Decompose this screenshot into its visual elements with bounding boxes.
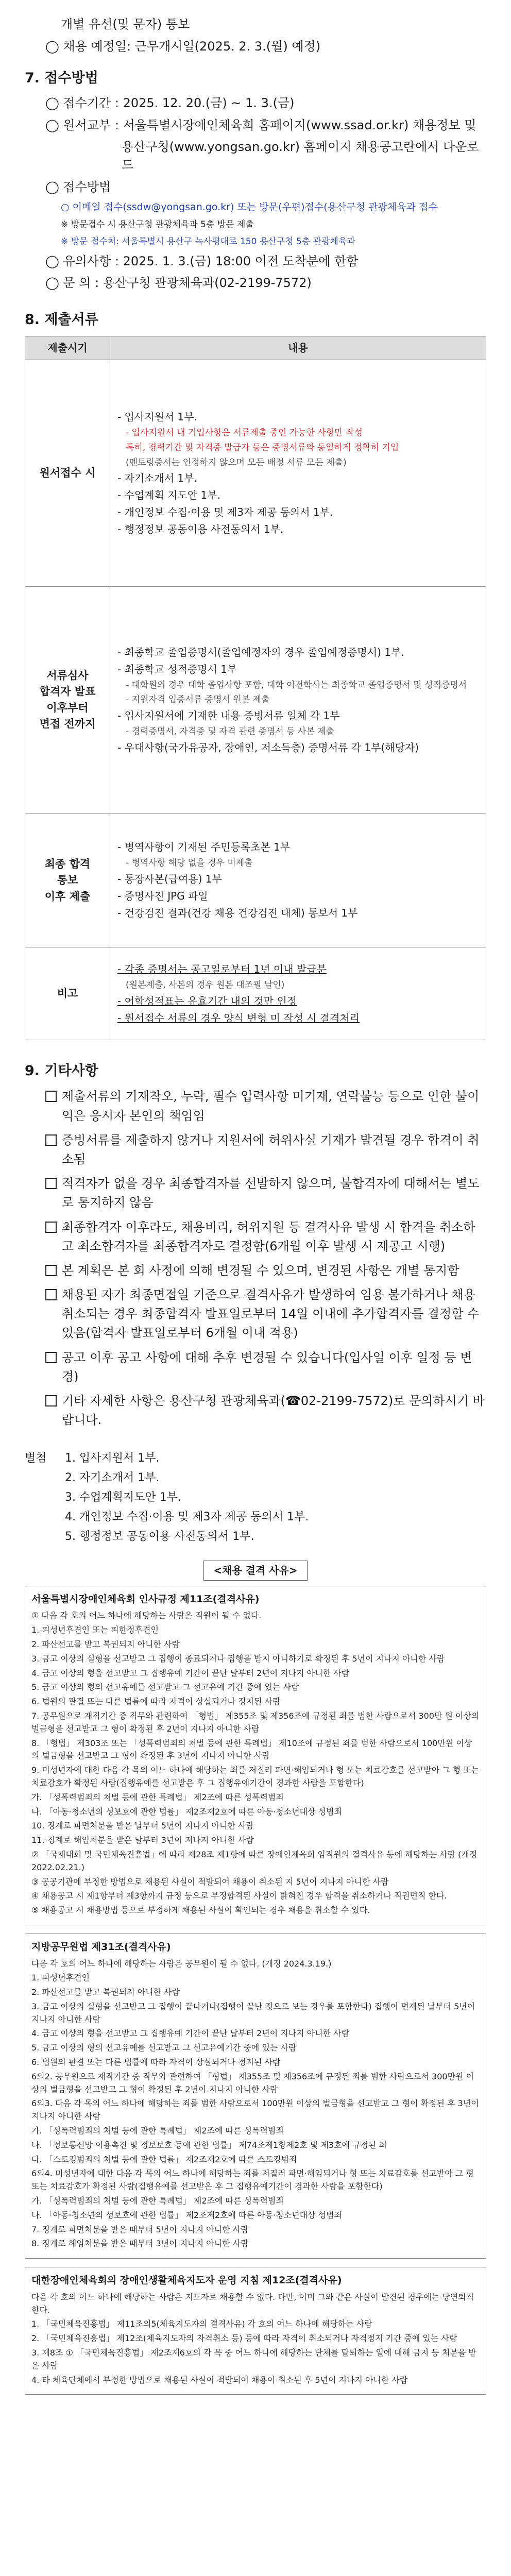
list-item: 다음 각 호의 어느 하나에 해당하는 사람은 지도자로 채용할 수 없다. 다만, 이미 그와 같은 사실이 발견된 경우에는 당연퇴직한다. — [31, 2292, 474, 2315]
form-line: ◯ 원서교부 : 서울특별시장애인체육회 홈페이지(www.ssad.or.kr) 채용정보 및 — [45, 117, 476, 132]
row-content — [110, 814, 486, 947]
list-item: 6의2. 공무원으로 재직기간 중 직무와 관련하여 「형법」 제355조 및 제356조에 규정된 죄를 범한 사람으로서 300만원 이상의 벌금형을 선고받고 그 형이 확정된 후 2년이 지나지 아니한 사람 — [31, 2071, 474, 2094]
list-item: - 어학성적표는 유효기간 내의 것만 인정 — [117, 994, 297, 1007]
list-item: 4. 개인정보 수집·이용 및 제3자 제공 동의서 1부. — [65, 1511, 309, 1524]
checkbox-icon — [45, 1352, 57, 1363]
list-item: 2. 「국민체육진흥법」 제12조(체육지도자의 자격취소 등) 등에 따라 자격이 취소되거나 자격정지 기간 중에 있는 사람 — [31, 2333, 457, 2344]
list-item: 채용된 자가 최종면접일 기준으로 결격사유가 발생하여 임용 불가하거나 채용취소되는 경우 최종합격자 발표일로부터 14일 이내에 추가합격자를 결정할 수 있음(합격자 발표일로부터 6개월 이내 적용) — [45, 1285, 486, 1343]
reference-title-wrap — [25, 1561, 486, 1581]
period-line: ◯ 접수기간 : 2025. 12. 20.(금) ~ 1. 3.(금) — [45, 95, 295, 110]
list-item: - 입사지원서 1부. — [117, 411, 197, 423]
deadline-line: ◯ 유의사항 : 2025. 1. 3.(금) 18:00 이전 도착분에 한함 — [45, 253, 359, 268]
list-item: 6의3. 다음 각 목의 어느 하나에 해당하는 죄를 범한 사람으로서 100만원 이상의 벌금형을 선고받고 그 형이 확정된 후 3년이 지나지 아니한 사람 — [31, 2098, 479, 2122]
list-item: - 개인정보 수집·이용 및 제3자 제공 동의서 1부. — [117, 506, 333, 519]
list-item: 나. 「아동·청소년의 성보호에 관한 법률」 제2조제2호에 따른 아동·청소년대상 성범죄 — [31, 2210, 342, 2220]
list-item: - 대학원의 경우 대학 졸업사항 포함, 대학 이전학사는 최종학교 졸업증명서 및 성적증명서 — [126, 680, 467, 690]
regulation-items — [31, 1958, 480, 2251]
regulation-box — [25, 2267, 486, 2395]
regulation-heading: 지방공무원법 제31조(결격사유) — [31, 1941, 171, 1953]
list-item: - 우대사항(국가유공자, 장애인, 저소득층) 증명서류 각 1부(해당자) — [117, 741, 419, 754]
list-item: 3. 금고 이상의 실형을 선고받고 그 집행이 종료되거나 집행을 받지 아니하기로 확정된 후 5년이 지나지 아니한 사람 — [31, 1653, 445, 1664]
list-item: 나. 「정보통신망 이용촉진 및 정보보호 등에 관한 법률」 제74조제1항제2호 및 제3호에 규정된 죄 — [31, 2140, 387, 2150]
list-item: 2. 자기소개서 1부. — [65, 1471, 160, 1485]
list-item: - 자기소개서 1부. — [117, 472, 197, 485]
table-row — [25, 814, 486, 947]
list-item: 최종합격자 이후라도, 채용비리, 허위지원 등 결격사유 발생 시 합격을 취소하고 최소합격자를 최종합격자로 결정함(6개월 이후 발생 시 재공고 시행) — [45, 1218, 486, 1256]
row-key: 원서접수 시 — [25, 360, 110, 587]
list-item: (원본제출, 사본의 경우 원본 대조필 날인) — [126, 979, 285, 990]
list-item: 다음 각 호의 어느 하나에 해당하는 사람은 공무원이 될 수 없다. (개정 2024.3.19.) — [31, 1958, 332, 1969]
contact-line: ◯ 문 의 : 용산구청 관광체육과(02-2199-7572) — [45, 276, 312, 291]
list-item: 증빙서류를 제출하지 않거나 지원서에 허위사실 기재가 발견될 경우 합격이 취소됨 — [45, 1131, 486, 1169]
checkbox-icon — [45, 1289, 57, 1300]
list-item: - 수업계획 지도안 1부. — [117, 489, 220, 502]
list-item: 3. 금고 이상의 실형을 선고받고 그 집행이 끝나거나(집행이 끝난 것으로 보는 경우를 포함한다) 집행이 면제된 날부터 5년이 지나지 아니한 사람 — [31, 2001, 475, 2024]
list-item: 4. 타 체육단체에서 부정한 방법으로 채용된 사실이 적발되어 채용이 취소된 후 5년이 지나지 아니한 사람 — [31, 2375, 408, 2385]
checkbox-icon — [45, 1395, 57, 1406]
checkbox-icon — [45, 1265, 57, 1276]
regulation-heading: 서울특별시장애인체육회 인사규정 제11조(결격사유) — [31, 1593, 260, 1605]
row-content — [110, 360, 486, 587]
visit-note: ※ 방문접수 시 용산구청 관광체육과 5층 방문 제출 — [61, 219, 254, 230]
start-date-line: ◯ 채용 예정일: 근무개시일(2025. 2. 3.(월) 예정) — [45, 39, 321, 54]
list-item: 7. 징계로 파면처분을 받은 때부터 5년이 지나지 아니한 사람 — [31, 2224, 249, 2234]
list-item: 가. 「성폭력범죄의 처벌 등에 관한 특례법」 제2조에 따른 성폭력범죄 — [31, 2126, 284, 2136]
regulation-items — [31, 1609, 480, 1917]
col-content: 내용 — [110, 336, 486, 360]
form-line-cont: 용산구청(www.yongsan.go.kr) 홈페이지 채용공고란에서 다운로드 — [122, 140, 479, 173]
method-line: ◯ 접수방법 — [45, 179, 111, 194]
attachments-label: 별첨 — [25, 1452, 47, 1465]
list-item: - 통장사본(급여용) 1부 — [117, 873, 222, 886]
list-item: 3. 수업계획지도안 1부. — [65, 1491, 181, 1504]
list-item: 나. 「아동·청소년의 성보호에 관한 법률」 제2조제2호에 따른 아동·청소년대상 성범죄 — [31, 1806, 342, 1817]
list-item: 1. 피성년후견인 — [31, 1973, 90, 1983]
other-notes — [25, 1087, 486, 1430]
regulation-items — [31, 2291, 480, 2387]
col-timing: 제출시기 — [25, 336, 110, 360]
list-item: 2. 파산선고를 받고 복권되지 아니한 사람 — [31, 1639, 180, 1650]
list-item: 6. 법원의 판결 또는 다른 법률에 따라 자격이 상실되거나 정지된 사람 — [31, 1697, 281, 1707]
list-item: - 입사지원서에 기재한 내용 증빙서류 일체 각 1부 — [117, 709, 340, 722]
list-item: - 증명사진 JPG 파일 — [117, 890, 208, 903]
reference-title: <채용 결격 사유> — [203, 1561, 307, 1581]
email-line: ○ 이메일 접수(ssdw@yongsan.go.kr) 또는 방문(우편)접수(용산구청 관광체육과 접수 — [61, 201, 438, 213]
list-item: 1. 「국민체육진흥법」 제11조의5(체육지도자의 결격사유) 각 호의 어느 하나에 해당하는 사람 — [31, 2319, 372, 2329]
list-item: 11. 징계로 해임처분을 받은 날부터 3년이 지나지 아니한 사람 — [31, 1835, 254, 1845]
list-item: - 지원자격 입증서류 증명서 원본 제출 — [126, 694, 270, 705]
list-item: 8. 「형법」 제303조 또는 「성폭력범죄의 처벌 등에 관한 특례법」 제10조에 규정된 죄를 범한 사람으로서 100만원 이상의 벌금형을 선고받고 그 형이 확정된 후 3년이 지나지 아니한 사람 — [31, 1738, 472, 1761]
list-item: - 병역사항 해당 없을 경우 미제출 — [126, 858, 253, 869]
checkbox-icon — [45, 1091, 57, 1102]
section-8-heading: 8. 제출서류 — [25, 312, 98, 328]
list-item: - 최종학교 졸업증명서(졸업예정자의 경우 졸업예정증명서) 1부. — [117, 646, 404, 658]
regulation-box — [25, 1586, 486, 1925]
list-item: 5. 행정정보 공동이용 사전동의서 1부. — [65, 1530, 254, 1543]
list-item: - 입사지원서 내 기입사항은 서류제출 중인 가능한 사항만 작성 — [126, 428, 363, 438]
checkbox-icon — [45, 1178, 57, 1189]
row-key: 서류심사 합격자 발표 이후부터 면접 전까지 — [25, 587, 110, 814]
list-item: ③ 공공기관에 부정한 방법으로 채용된 사실이 적발되어 채용이 취소된 지 5년이 지나지 아니한 사람 — [31, 1876, 389, 1887]
list-item: - 원서접수 서류의 경우 양식 변형 미 작성 시 결격처리 — [117, 1011, 360, 1024]
table-row — [25, 587, 486, 814]
list-item: 기타 자세한 사항은 용산구청 관광체육과(☎02-2199-7572)로 문의하시기 바랍니다. — [45, 1392, 486, 1430]
list-item: - 병역사항이 기재된 주민등록초본 1부 — [117, 841, 291, 854]
list-item: 제출서류의 기재착오, 누락, 필수 입력사항 미기재, 연락불능 등으로 인한 불이익은 응시자 본인의 책임임 — [45, 1087, 486, 1125]
section-7-heading: 7. 접수방법 — [25, 70, 98, 86]
list-item: - 경력증명서, 자격증 및 자격 관련 증명서 등 사본 제출 — [126, 726, 335, 737]
list-item: 5. 금고 이상의 형의 선고유예를 선고받고 그 선고유예기간 중에 있는 사람 — [31, 2043, 297, 2053]
list-item: 공고 이후 공고 사항에 대해 추후 변경될 수 있습니다(입사일 이후 일정 등 변경) — [45, 1348, 486, 1386]
list-item: 특히, 경력기간 및 자격증 발급자 등은 증명서류와 동일하게 정확히 기입 — [126, 442, 399, 453]
notice-line: 개별 유선(및 문자) 통보 — [61, 17, 190, 31]
list-item: 6. 법원의 판결 또는 다른 법률에 따라 자격이 상실되거나 정지된 사람 — [31, 2057, 281, 2067]
list-item: (멘토링증서는 인정하지 않으며 모든 배정 서류 모든 제출) — [126, 457, 347, 468]
list-item: 적격자가 없을 경우 최종합격자를 선발하지 않으며, 불합격자에 대해서는 별도로 통지하지 않음 — [45, 1174, 486, 1212]
row-content — [110, 587, 486, 814]
list-item: 가. 「성폭력범죄의 처벌 등에 관한 특례법」 제2조에 따른 성폭력범죄 — [31, 2196, 284, 2206]
list-item: ④ 채용공고 시 제1항부터 제3항까지 규정 등으로 부정합격된 사실이 밝혀진 경우 합격을 취소하거나 직권면직 한다. — [31, 1891, 447, 1901]
list-item: ⑤ 채용공고 시 채용방법 등으로 부정하게 채용된 사실이 확인되는 경우 채용을 취소할 수 있다. — [31, 1905, 370, 1916]
row-content — [110, 947, 486, 1040]
attachments — [25, 1450, 486, 1545]
list-item: 1. 입사지원서 1부. — [65, 1452, 160, 1465]
row-key: 비고 — [25, 947, 110, 1040]
list-item: 4. 금고 이상의 형을 선고받고 그 집행유예 기간이 끝난 날부터 2년이 지나지 아니한 사람 — [31, 1668, 350, 1678]
list-item: - 행정정보 공동이용 사전동의서 1부. — [117, 523, 284, 536]
submission-table — [25, 336, 486, 1040]
list-item: 4. 금고 이상의 형을 선고받고 그 집행유예 기간이 끝난 날부터 2년이 지나지 아니한 사람 — [31, 2028, 350, 2039]
list-item: 본 계획은 본 회 사정에 의해 변경될 수 있으며, 변경된 사항은 개별 통지함 — [45, 1261, 486, 1280]
list-item: 6의4. 미성년자에 대한 다음 각 목의 어느 하나에 해당하는 죄를 저질러 파면·해임되거나 형 또는 치료감호를 선고받아 그 형 또는 치료감호가 확정된 사람(집행유예를 선고받은 후 그 집행유예기간이 경과한 사람을 포함한다) — [31, 2168, 474, 2192]
section-9-heading: 9. 기타사항 — [25, 1063, 98, 1079]
checkbox-icon — [45, 1222, 57, 1233]
row-key: 최종 합격 통보 이후 제출 — [25, 814, 110, 947]
list-item: 9. 미성년자에 대한 다음 각 목의 어느 하나에 해당하는 죄를 저질러 파면·해임되거나 형 또는 치료감호를 선고받아 그 형 또는 치료감호가 확정된 사람(집행유예를 선고받은 후 그 집행유예기간이 경과한 사람을 포함한다) — [31, 1765, 480, 1788]
list-item: 10. 징계로 파면처분을 받은 날부터 5년이 지나지 아니한 사람 — [31, 1821, 254, 1831]
list-item: - 최종학교 성적증명서 1부 — [117, 663, 237, 675]
list-item: 가. 「성폭력범죄의 처벌 등에 관한 특례법」 제2조에 따른 성폭력범죄 — [31, 1792, 284, 1802]
list-item: 8. 징계로 해임처분을 받은 때부터 3년이 지나지 아니한 사람 — [31, 2239, 249, 2249]
visit-address: ※ 방문 접수처: 서울특별시 용산구 녹사평대로 150 용산구청 5층 관광체육과 — [61, 236, 355, 247]
list-item: - 건강검진 결과(건강 채용 건강검진 대체) 통보서 1부 — [117, 907, 358, 920]
table-row — [25, 947, 486, 1040]
list-item: 다. 「스토킹범죄의 처벌 등에 관한 법률」 제2조제2호에 따른 스토킹범죄 — [31, 2154, 297, 2164]
list-item: 2. 파산선고를 받고 복권되지 아니한 사람 — [31, 1987, 180, 1997]
list-item: 1. 피성년후견인 또는 피한정후견인 — [31, 1625, 159, 1635]
list-item: 3. 제8조 ① 「국민체육진흥법」 제2조제6호의 각 목 중 어느 하나에 해당하는 단체를 탈퇴하는 일에 대해 금지 등 처분을 받은 사람 — [31, 2347, 476, 2370]
list-item: - 각종 증명서는 공고일로부터 1년 이내 발급분 — [117, 962, 327, 975]
list-item: 7. 공무원으로 재직기간 중 직무와 관련하여 「형법」 제355조 및 제356조에 규정된 죄를 범한 사람으로서 300만 원 이상의 벌금형을 선고받고 그 형이 확정된 후 2년이 지나지 아니한 사람 — [31, 1711, 480, 1734]
table-row — [25, 360, 486, 587]
list-item: 5. 금고 이상의 형의 선고유예를 선고받고 그 선고유예 기간 중에 있는 사람 — [31, 1682, 299, 1692]
list-item: ① 다음 각 호의 어느 하나에 해당하는 사람은 직원이 될 수 없다. — [31, 1611, 262, 1621]
regulation-heading: 대한장애인체육회의 장애인생활체육지도자 운영 지침 제12조(결격사유) — [31, 2275, 342, 2286]
regulation-box — [25, 1934, 486, 2259]
list-item: ② 「국제대회 및 국민체육진흥법」에 따라 제28조 제1항에 따른 장애인체육회 임직원의 결격사유 등에 해당하는 사람 (개정 2022.02.21.) — [31, 1849, 478, 1872]
checkbox-icon — [45, 1134, 57, 1146]
